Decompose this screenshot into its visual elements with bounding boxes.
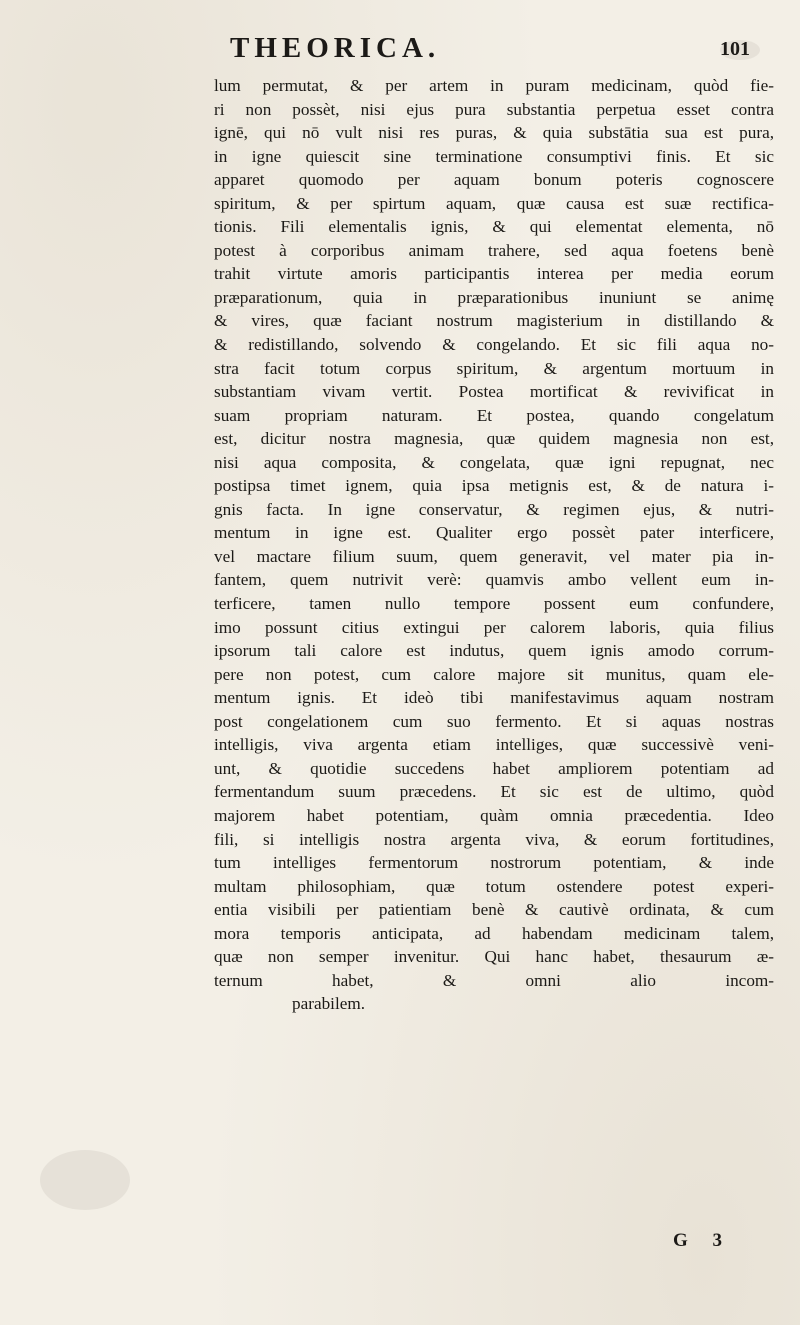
text-line: imo possunt citius extingui per calorem laboris, quia filius xyxy=(214,617,774,637)
text-line: nisi aqua composita, & congelata, quæ igni repugnat, nec xyxy=(214,452,774,472)
text-line: postipsa timet ignem, quia ipsa metignis est, & de natura i- xyxy=(214,476,774,496)
text-line: & redistillando, solvendo & congelando. Et sic fili aqua no- xyxy=(214,335,774,355)
text-line: tionis. Fili elementalis ignis, & qui elementat elementa, nō xyxy=(214,217,774,237)
text-line: entia visibili per patientiam benè & cautivè ordinata, & cum xyxy=(214,900,774,920)
signature-mark: G 3 xyxy=(673,1230,733,1251)
text-line: potest à corporibus animam trahere, sed aqua foetens benè xyxy=(214,240,774,260)
text-line: pere non potest, cum calore majore sit munitus, quam ele- xyxy=(214,664,774,684)
text-line: est, dicitur nostra magnesia, quæ quidem magnesia non est, xyxy=(214,429,774,449)
text-line-final: parabilem. xyxy=(292,994,366,1014)
text-line: stra facit totum corpus spiritum, & argentum mortuum in xyxy=(214,358,774,378)
page-number: 101 xyxy=(720,38,750,60)
text-line: quæ non semper invenitur. Qui hanc habet, thesaurum æ- xyxy=(214,947,774,967)
text-line: mentum ignis. Et ideò tibi manifestavimus aquam nostram xyxy=(214,688,774,708)
text-line: post congelationem cum suo fermento. Et si aquas nostras xyxy=(214,711,774,731)
text-line: ternum habet, & omni alio incom- xyxy=(214,970,774,990)
text-line: gnis facta. In igne conservatur, & regimen ejus, & nutri- xyxy=(214,499,774,519)
text-line: lum permutat, & per artem in puram medicinam, quòd fie- xyxy=(214,76,774,95)
text-line: ignē, qui nō vult nisi res puras, & quia substātia sua est pura, xyxy=(214,123,774,143)
running-title: THEORICA. xyxy=(230,32,441,64)
text-line: fili, si intelligis nostra argenta viva, & eorum fortitudines, xyxy=(214,829,774,849)
page-header xyxy=(230,32,750,72)
text-line: fermentandum suum præcedens. Et sic est de ultimo, quòd xyxy=(214,782,774,802)
text-line: tum intelliges fermentorum nostrorum potentiam, & inde xyxy=(214,853,774,873)
body-text xyxy=(214,74,774,1016)
text-line: præparationum, quia in præparationibus inuniunt se animę xyxy=(214,287,774,307)
text-line: fantem, quem nutrivit verè: quamvis ambo vellent eum in- xyxy=(214,570,774,590)
text-line: intelligis, viva argenta etiam intelliges, quæ successivè veni- xyxy=(214,735,774,755)
text-line: spiritum, & per spirtum aquam, quæ causa est suæ rectifica- xyxy=(214,193,774,213)
text-line: substantiam vivam vertit. Postea mortificat & revivificat in xyxy=(214,382,774,402)
text-line: mora temporis anticipata, ad habendam medicinam talem, xyxy=(214,923,774,943)
text-line: in igne quiescit sine terminatione consumptivi finis. Et sic xyxy=(214,146,774,166)
text-line: unt, & quotidie succedens habet ampliorem potentiam ad xyxy=(214,758,774,778)
text-line: suam propriam naturam. Et postea, quando congelatum xyxy=(214,405,774,425)
text-line: & vires, quæ faciant nostrum magisterium in distillando & xyxy=(214,311,774,331)
text-line: apparet quomodo per aquam bonum poteris cognoscere xyxy=(214,170,774,190)
text-line: multam philosophiam, quæ totum ostendere potest experi- xyxy=(214,876,774,896)
paper-stain xyxy=(40,1150,130,1210)
text-line: mentum in igne est. Qualiter ergo possèt pater interficere, xyxy=(214,523,774,543)
text-line: terficere, tamen nullo tempore possent eum confundere, xyxy=(214,594,774,614)
text-line: ipsorum tali calore est indutus, quem ignis amodo corrum- xyxy=(214,641,774,661)
text-line: vel mactare filium suum, quem generavit, vel mater pia in- xyxy=(214,546,774,566)
text-line: ri non possèt, nisi ejus pura substantia perpetua esset contra xyxy=(214,99,774,119)
text-line: majorem habet potentiam, quàm omnia præcedentia. Ideo xyxy=(214,805,774,825)
text-line: trahit virtute amoris participantis interea per media eorum xyxy=(214,264,774,284)
